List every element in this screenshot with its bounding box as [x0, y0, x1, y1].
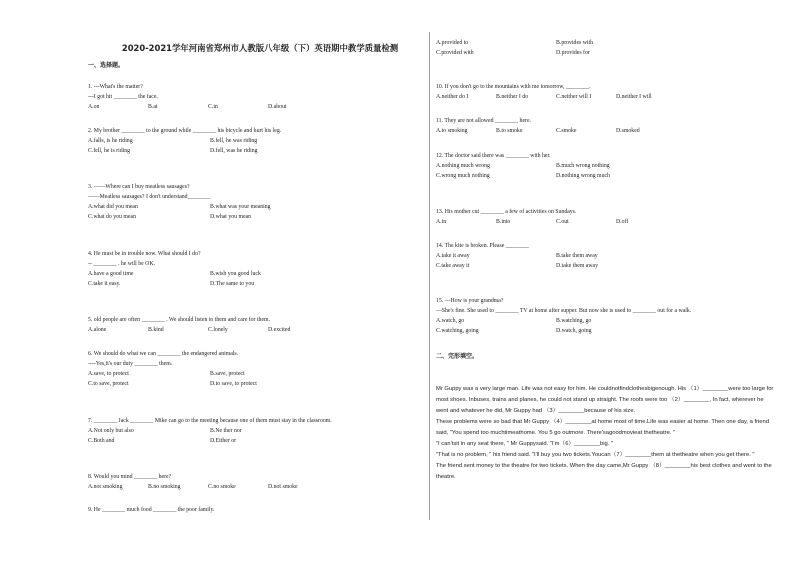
option-a: A.save, to protect [88, 371, 129, 377]
option-b: B.neither I do [496, 94, 529, 100]
option-c: C.what do you mean [88, 214, 136, 220]
question-subline: —She's fine. She used to ________ TV at home after supper. But now she is used to ________ out for a walk. [436, 308, 692, 314]
question-subline: ----Yes,it's our duty ________ them. [88, 361, 173, 367]
cloze-paragraph: "That is no problem, " his friend said. "I'll buy you two tickets.Youcan（7）________them at thetheatre when you get there. " [436, 452, 755, 458]
question-subline: -- ________ . he will be OK. [88, 261, 155, 267]
option-d: D.watch, going [556, 328, 592, 334]
option-c: C.Both and [88, 438, 115, 444]
option-c: C.take away it [436, 263, 470, 269]
option-b: B.fell, he was riding [210, 138, 258, 144]
option-c: C.no smoke [208, 484, 236, 490]
option-b: B.Ne ther nor [210, 428, 242, 434]
option-a: A.provided to [436, 40, 469, 46]
cloze-paragraph: The friend sent money to the theatre for two tickets. When the day came,Mr Guppy （8）________his best clothes and went to the theatre. [436, 463, 772, 480]
question-text: 6. We should do what we can ________ the endangered animals. [88, 351, 239, 357]
option-b: B.provides with [556, 40, 594, 46]
cloze-passage [436, 384, 776, 483]
column-divider [429, 32, 430, 520]
option-a: A.not smoking [88, 484, 123, 490]
option-b: B.kind [148, 327, 164, 333]
option-d: D.The same to you [210, 281, 255, 287]
option-d: D.smoked [616, 128, 640, 134]
option-d: D.take them away [556, 263, 599, 269]
question-text: 12. The doctor said there was ________ with her. [436, 153, 551, 159]
question-text: 14. The kite is broken. Please ________ [436, 243, 529, 249]
option-a: A.in [436, 219, 447, 225]
option-b: B.watching, go [556, 318, 592, 324]
option-a: A.neither do I [436, 94, 469, 100]
option-b: B.take them away [556, 253, 598, 259]
option-a: A.alone [88, 327, 107, 333]
option-d: D.neither I will [616, 94, 652, 100]
question-subline: ——Meatless sausages? I don't understand________ [88, 194, 211, 200]
option-a: A.watch, go [436, 318, 465, 324]
option-b: B.much wrong nothing [556, 163, 610, 169]
option-a: A.to smoking [436, 128, 468, 134]
question-text: 1. ---What's the matter? [88, 84, 143, 90]
option-d: D.excited [268, 327, 291, 333]
question-text: 9. He ________ much food ________ the poor family. [88, 507, 215, 513]
option-b: B.at [148, 104, 158, 110]
question-text: 2. My brother ________ to the ground while ________ his bicycle and hurt his leg. [88, 128, 282, 134]
option-d: D.provides for [556, 50, 590, 56]
option-b: B.save, protect [210, 371, 245, 377]
option-a: A.take it away [436, 253, 470, 259]
option-b: B.no smoking [148, 484, 181, 490]
option-c: C.fell, he is riding [88, 148, 131, 154]
question-text: 11. They are not allowed ________ here. [436, 118, 531, 124]
option-c: C.neither will I [556, 94, 592, 100]
option-b: B.into [496, 219, 511, 225]
section-heading-choice: 一、选择题。 [88, 62, 125, 69]
option-a: A.Not only but also [88, 428, 134, 434]
question-text: 4. He must be in trouble now. What should I do? [88, 251, 201, 257]
option-a: A.falls, is he riding [88, 138, 133, 144]
option-c: C.out [556, 219, 569, 225]
option-c: C.lonely [208, 327, 228, 333]
option-c: C.wrong much nothing [436, 173, 490, 179]
option-c: C.watching, going [436, 328, 479, 334]
question-text: 3. ——Where can I buy meatless sausages? [88, 184, 190, 190]
option-b: B.to smoke [496, 128, 523, 134]
option-c: C.in [208, 104, 218, 110]
option-d: D.not smoke [268, 484, 298, 490]
option-d: D.off [616, 219, 629, 225]
cloze-paragraph: These problems were so bad that Mr Guppy （4）________at home most of time.Life was easier at home. Then one day, a friend said, "You spend too muchtimeathome. You 5 go outmore. There'sagoodmovieat thetheatre. " [436, 419, 769, 436]
option-c: C.smoke [556, 128, 577, 134]
option-c: C.provided with [436, 50, 474, 56]
option-d: D.Either or [210, 438, 237, 444]
question-text: 8. Would you mind ________ here? [88, 474, 172, 480]
option-d: D.to save, to protect [210, 381, 257, 387]
question-subline: ---I got hit ________ the face. [88, 94, 158, 100]
option-a: A.have a good time [88, 271, 134, 277]
cloze-paragraph: Mr Guppy was a very large man. Life was not easy for him. He couldnotfindclothesbigenough. His （1）________were too large for most shoes. Inbuses, trains and planes, he could not stand up straight. The roofs were too （2）________. In fact, wherever he went and whatever he did, Mr Guppy had （3）________because of his size. [436, 386, 774, 414]
question-text: 13. His mother cut ________ a few of activities on Sundays. [436, 209, 577, 215]
cloze-paragraph: "I can'tsit in any seat there, " Mr Guppysaid. "I'm（6）________big. " [436, 441, 614, 447]
option-d: D.what you mean [210, 214, 252, 220]
option-b: B.what was your meaning [210, 204, 271, 210]
section-heading-cloze: 二、完形填空。 [436, 353, 479, 360]
question-text: 10. If you don't go to the mountains with me tomorrow, ________. [436, 84, 591, 90]
option-c: C.to save, protect [88, 381, 129, 387]
option-a: A.nothing much wrong [436, 163, 490, 169]
option-d: D.nothing wrong much [556, 173, 610, 179]
option-c: C.take it easy. [88, 281, 121, 287]
option-a: A.on [88, 104, 100, 110]
option-b: B.wish you good luck [210, 271, 261, 277]
question-text: 15. —How is your grandma? [436, 298, 504, 304]
question-text: 5. old people are often ________ . We should listen to them and care for them. [88, 317, 270, 323]
option-d: D.fell, was he riding [210, 148, 258, 154]
question-text: 7. ________ Jack ________ Mike can go to the meeting because one of them must stay in the classroom. [88, 418, 332, 424]
page-title: 2020-2021学年河南省郑州市人教版八年级（下）英语期中教学质量检测 [121, 43, 399, 53]
option-d: D.about [268, 104, 287, 110]
option-a: A.what did you mean [88, 204, 138, 210]
